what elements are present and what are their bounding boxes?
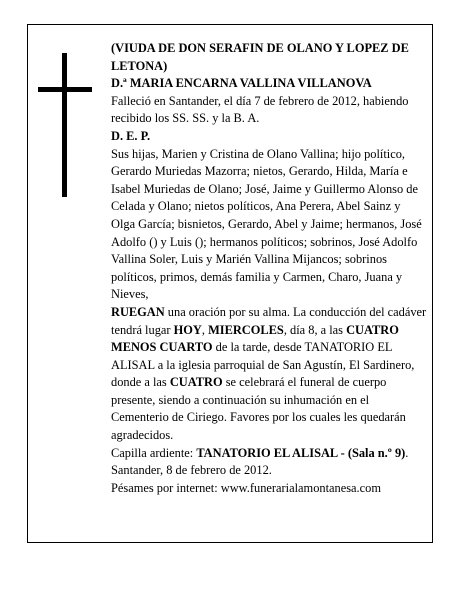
miercoles-word: MIERCOLES: [208, 322, 284, 337]
cross-icon: [62, 53, 67, 197]
chapel-label: Capilla ardiente:: [111, 445, 197, 460]
family-list: Sus hijas, Marien y Cristina de Olano Vallina; hijo político, Gerardo Muriedas Mazorra; nietos, Gerardo, Hilda, María e Isabel Muriedas de Olano; José, Jaime y Guillermo Alonso de Celada y Olano; nietos políticos, Ana Perera, Abel Sainz y Olga García; bisnietos, Gerardo, Abel y Jaime; hermanos, José Adolfo () y Luis (); hermanos políticos; sobrinos, José Adolfo Vallina Soler, Luis y Marién Vallina Mijancos; sobrinos políticos, primos, demás familia y Carmen, Charo, Juana y Nieves,: [111, 146, 422, 302]
prayer-text-2: , día 8, a las: [283, 322, 347, 337]
cross-icon-bar: [38, 87, 92, 92]
time-2: CUATRO: [169, 375, 223, 390]
date-line: Santander, 8 de febrero de 2012.: [111, 463, 272, 478]
prayer-sep-1: ,: [201, 322, 209, 337]
hoy-word: HOY: [173, 322, 202, 337]
prayer-text-1: una oración por su alma. La conducción del cadáver tendrá lugar: [111, 304, 427, 337]
obituary-text: [111, 40, 427, 497]
prayer-text-4: se celebrará el funeral de cuerpo presente, siendo a continuación su inhumación en el Cementerio de Ciriego. Favores por los cuales les quedarán agradecidos.: [111, 375, 406, 443]
prayer-paragraph: [111, 304, 427, 445]
deceased-name: D.ª MARIA ENCARNA VALLINA VILLANOVA: [111, 76, 372, 91]
chapel-value: TANATORIO EL ALISAL - (Sala n.º 9): [196, 445, 406, 460]
chapel-line: [111, 445, 427, 463]
prayer-text-3: de la tarde, desde TANATORIO EL ALISAL a la iglesia parroquial de San Agustín, El Sardinero, donde a las: [111, 340, 415, 390]
ruegan-word: RUEGAN: [111, 304, 165, 319]
condolences-line: Pésames por internet: www.funerarialamontanesa.com: [111, 480, 381, 495]
time-1: CUATRO MENOS CUARTO: [111, 322, 399, 355]
widow-line: (VIUDA DE DON SERAFIN DE OLANO Y LOPEZ DE LETONA): [111, 41, 409, 73]
chapel-end: .: [405, 445, 409, 460]
death-line: Falleció en Santander, el día 7 de febrero de 2012, habiendo recibido los SS. SS. y la B. A.: [111, 93, 409, 126]
rip-line: D. E. P.: [111, 128, 151, 143]
